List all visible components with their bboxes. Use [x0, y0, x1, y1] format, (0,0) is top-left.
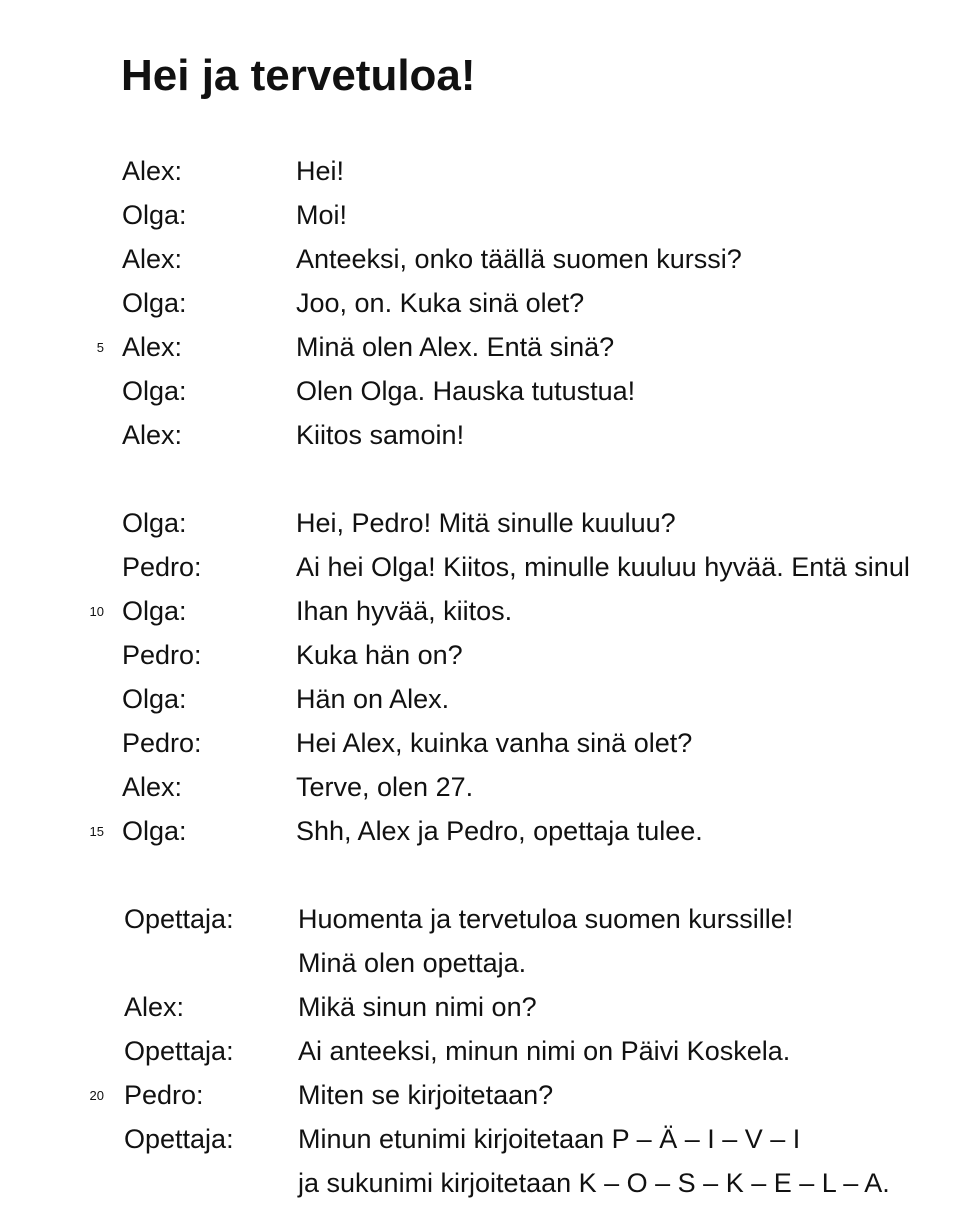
- dialogue-line: [0, 1161, 956, 1205]
- dialogue-line: [0, 237, 956, 281]
- dialogue-line: [0, 501, 956, 545]
- dialogue-line: [0, 677, 956, 721]
- utterance: Minä olen opettaja.: [298, 948, 527, 978]
- dialogue-line: [0, 413, 956, 457]
- utterance: Hän on Alex.: [296, 684, 450, 714]
- dialogue-line: [0, 589, 956, 633]
- speaker-name: Alex:: [122, 332, 183, 362]
- utterance: Hei Alex, kuinka vanha sinä olet?: [296, 728, 693, 758]
- speaker-name: Pedro:: [122, 552, 202, 582]
- dialogue-line: [0, 897, 956, 941]
- line-number: 5: [96, 340, 104, 355]
- utterance: Huomenta ja tervetuloa suomen kurssille!: [298, 904, 794, 934]
- speaker-name: Alex:: [124, 992, 185, 1022]
- utterance: Hei, Pedro! Mitä sinulle kuuluu?: [296, 508, 676, 538]
- speaker-name: Olga:: [122, 508, 187, 538]
- speaker-name: Opettaja:: [124, 904, 234, 934]
- utterance: Minä olen Alex. Entä sinä?: [296, 332, 615, 362]
- speaker-name: Alex:: [122, 156, 183, 186]
- dialogue-line: [0, 721, 956, 765]
- dialogue-line: [0, 809, 956, 853]
- utterance: Ihan hyvää, kiitos.: [296, 596, 513, 626]
- utterance: ja sukunimi kirjoitetaan K – O – S – K – E – L – A.: [298, 1168, 890, 1198]
- utterance: Anteeksi, onko täällä suomen kurssi?: [296, 244, 742, 274]
- utterance: Minun etunimi kirjoitetaan P – Ä – I – V – I: [298, 1124, 801, 1154]
- utterance: Mikä sinun nimi on?: [298, 992, 537, 1022]
- speaker-name: Olga:: [122, 596, 187, 626]
- speaker-name: Pedro:: [122, 728, 202, 758]
- utterance: Shh, Alex ja Pedro, opettaja tulee.: [296, 816, 703, 846]
- utterance: Ai anteeksi, minun nimi on Päivi Koskela.: [298, 1036, 791, 1066]
- utterance: Terve, olen 27.: [296, 772, 474, 802]
- speaker-name: Pedro:: [122, 640, 202, 670]
- dialogue-line: [0, 1117, 956, 1161]
- utterance: Kiitos samoin!: [296, 420, 465, 450]
- line-number: 15: [89, 824, 104, 839]
- speaker-name: Alex:: [122, 244, 183, 274]
- utterance: Ai hei Olga! Kiitos, minulle kuuluu hyvää. Entä sinul: [296, 552, 910, 582]
- dialogue-line: [0, 985, 956, 1029]
- dialogue-line: [0, 1029, 956, 1073]
- speaker-name: Opettaja:: [124, 1124, 234, 1154]
- line-number: 20: [89, 1088, 104, 1103]
- speaker-name: Pedro:: [124, 1080, 204, 1110]
- speaker-name: Olga:: [122, 816, 187, 846]
- speaker-name: Olga:: [122, 376, 187, 406]
- dialogue-line: [0, 193, 956, 237]
- speaker-name: Olga:: [122, 288, 187, 318]
- utterance: Moi!: [296, 200, 348, 230]
- dialogue-line: [0, 633, 956, 677]
- dialogue-line: [0, 369, 956, 413]
- dialogue-line: [0, 941, 956, 985]
- dialogue-line: [0, 765, 956, 809]
- dialogue-line: [0, 1073, 956, 1117]
- utterance: Olen Olga. Hauska tutustua!: [296, 376, 636, 406]
- dialogue-line: [0, 545, 956, 589]
- utterance: Miten se kirjoitetaan?: [298, 1080, 554, 1110]
- speaker-name: Olga:: [122, 684, 187, 714]
- dialogue-line: [0, 281, 956, 325]
- utterance: Kuka hän on?: [296, 640, 463, 670]
- line-number: 10: [89, 604, 104, 619]
- speaker-name: Alex:: [122, 420, 183, 450]
- speaker-name: Alex:: [122, 772, 183, 802]
- dialogue-line: [0, 149, 956, 193]
- dialogue-line: [0, 325, 956, 369]
- utterance: Hei!: [296, 156, 345, 186]
- utterance: Joo, on. Kuka sinä olet?: [296, 288, 585, 318]
- page-title: Hei ja tervetuloa!: [121, 51, 476, 100]
- speaker-name: Opettaja:: [124, 1036, 234, 1066]
- dialogue: [0, 149, 956, 1205]
- speaker-name: Olga:: [122, 200, 187, 230]
